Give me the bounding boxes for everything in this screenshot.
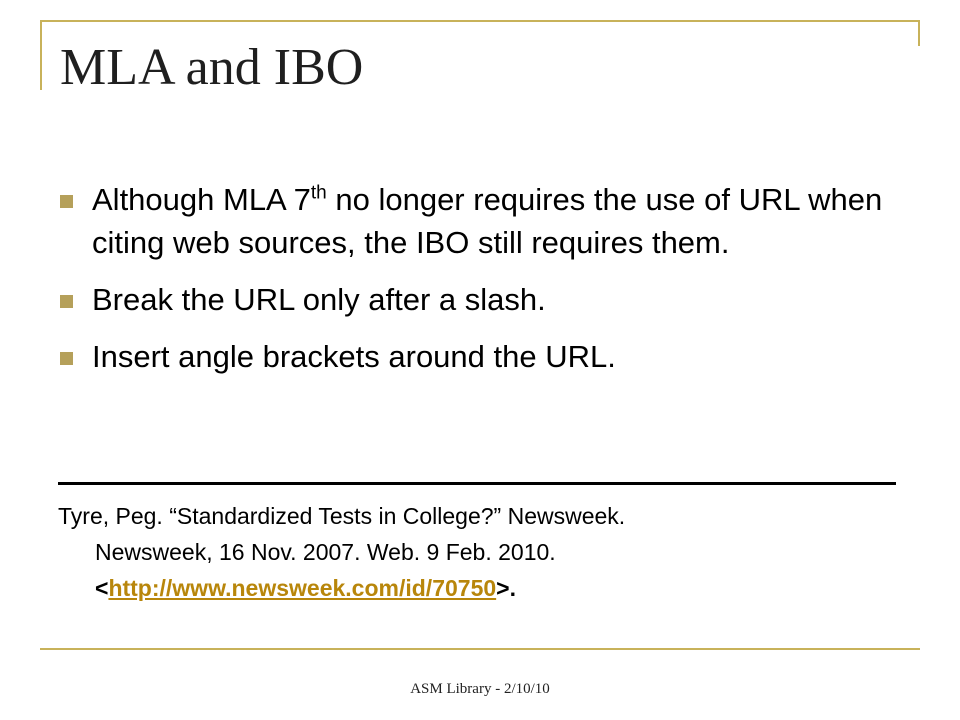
close-angle-bracket: >. (496, 575, 516, 601)
square-bullet-icon (60, 295, 73, 308)
square-bullet-icon (60, 195, 73, 208)
square-bullet-icon (60, 352, 73, 365)
bullet-text-post: no longer requires the use of URL when citing web sources, the IBO still requires them. (92, 182, 883, 260)
open-angle-bracket: < (95, 575, 109, 601)
bullet-list (58, 178, 908, 392)
citation-url-link[interactable]: http://www.newsweek.com/id/70750 (108, 575, 497, 601)
bullet-item (58, 335, 908, 378)
frame-right-line (918, 20, 920, 46)
bullet-item (58, 278, 908, 321)
citation (58, 498, 908, 606)
slide-footer: ASM Library - 2/10/10 (410, 681, 550, 697)
slide-title: MLA and IBO (60, 39, 364, 96)
citation-line-3 (58, 570, 908, 606)
footer-rule (40, 648, 920, 650)
citation-line-1: Tyre, Peg. “Standardized Tests in College?” Newsweek. (58, 503, 626, 529)
ordinal-superscript: th (310, 182, 327, 204)
frame-left-line (40, 20, 42, 90)
bullet-text: Break the URL only after a slash. (92, 282, 546, 317)
bullet-item (58, 178, 908, 264)
bullet-text-pre: Although MLA 7 (92, 182, 311, 217)
citation-line-2: Newsweek, 16 Nov. 2007. Web. 9 Feb. 2010. (95, 539, 556, 565)
frame-top-line (40, 20, 920, 22)
bullet-text: Insert angle brackets around the URL. (92, 339, 616, 374)
separator-rule (58, 482, 896, 485)
